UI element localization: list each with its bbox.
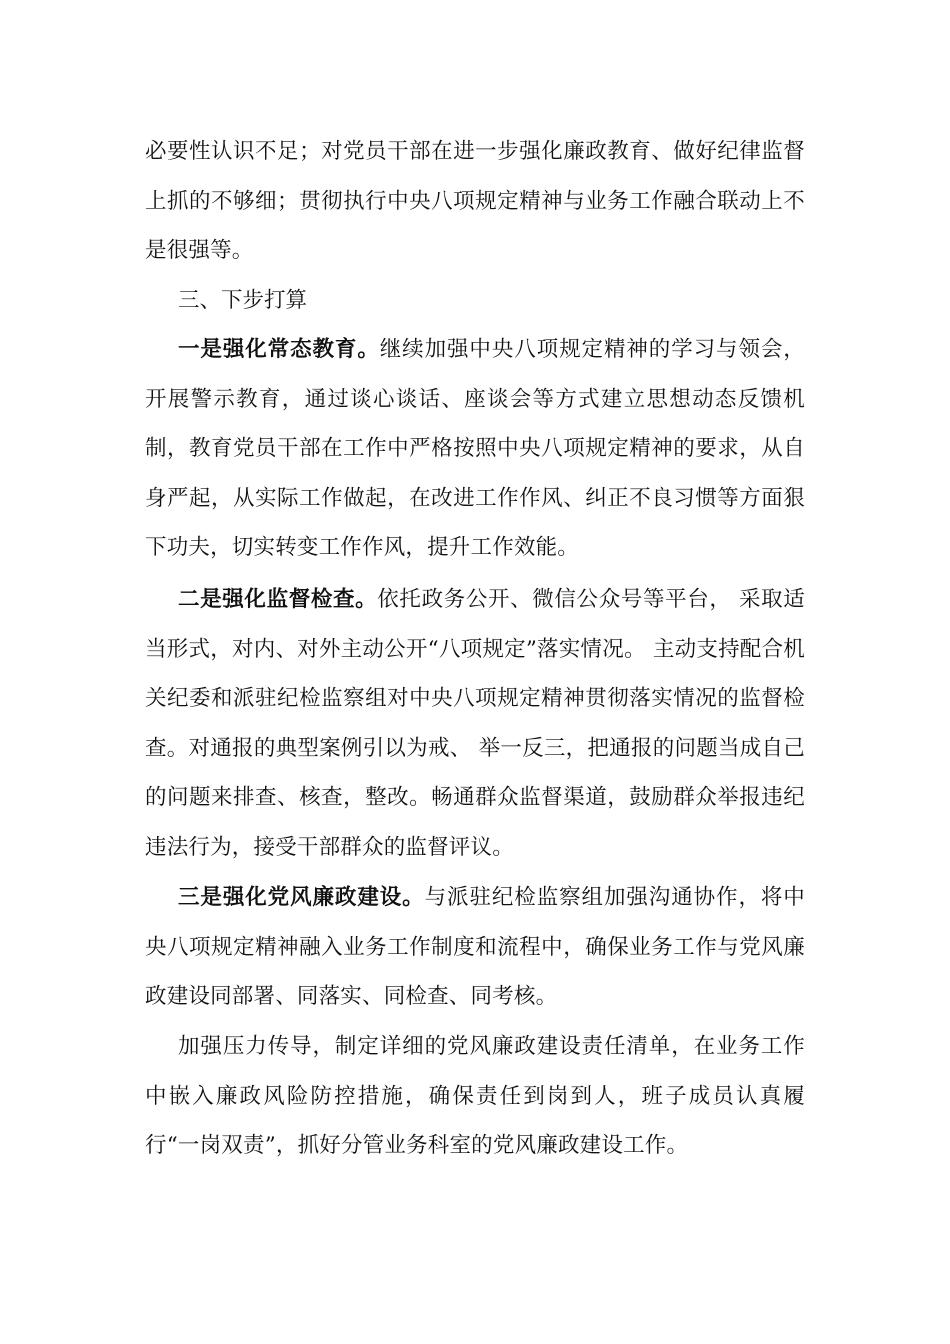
section-heading: 三、下步打算 [178, 288, 308, 313]
paragraph-party-integrity-body: 与派驻纪检监察组加强沟通协作，将中央八项规定精神融入业务工作制度和流程中，确保业务工作与党风廉政建设同部署、同落实、同检查、同考核。 [145, 885, 806, 1010]
paragraph-supervision-lead: 二是强化监督检查。 [178, 587, 378, 612]
paragraph-party-integrity [145, 873, 805, 1022]
paragraph-continued-text: 必要性认识不足；对党员干部在进一步强化廉政教育、做好纪律监督上抓的不够细；贯彻执行中央八项规定精神与业务工作融合联动上不是很强等。 [145, 139, 805, 264]
paragraph-supervision-body: 依托政务公开、微信公众号等平台， 采取适当形式，对内、对外主动公开“八项规定”落实情况。 主动支持配合机关纪委和派驻纪检监察组对中央八项规定精神贯彻落实情况的监督检查。对通报的典型案例引以为戒、 举一反三，把通报的问题当成自己的问题来排查、核查，整改。畅通群众监督渠道，鼓励群众举报违纪违法行为，接受干部群众的监督评议。 [145, 587, 805, 860]
paragraph-continued [145, 127, 805, 276]
paragraph-education-lead: 一是强化常态教育。 [178, 337, 380, 362]
paragraph-party-integrity-lead: 三是强化党风廉政建设。 [178, 885, 425, 910]
paragraph-pressure [145, 1022, 805, 1171]
paragraph-education-body: 继续加强中央八项规定精神的学习与领会，开展警示教育，通过谈心谈话、座谈会等方式建立思想动态反馈机制，教育党员干部在工作中严格按照中央八项规定精神的要求，从自身严起，从实际工作做起，在改进工作作风、纠正不良习惯等方面狠下功夫，切实转变工作作风，提升工作效能。 [145, 337, 805, 561]
paragraph-education [145, 325, 805, 573]
paragraph-pressure-text: 加强压力传导，制定详细的党风廉政建设责任清单，在业务工作中嵌入廉政风险防控措施，确保责任到岗到人，班子成员认真履行“一岗双责”，抓好分管业务科室的党风廉政建设工作。 [145, 1034, 805, 1159]
paragraph-supervision [145, 575, 805, 873]
